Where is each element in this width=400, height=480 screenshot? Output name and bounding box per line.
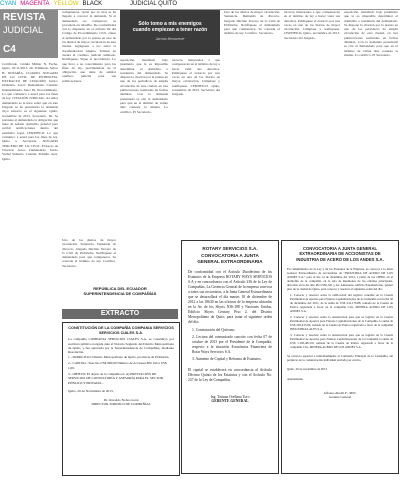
- acindes-intro: En cumplimiento de la Ley y de los Estatutos de la Empresa, se convoca a la Junta General Extraordinaria de Accionistas de "INDUSTRIA DE ACERO DE LOS ANDES S.A." para el día 14 de diciembre del 2013, a partir de las 10H00, en el domicilio de la compañía, en la sala de Reuniones de las oficinas principales, ubicadas en la Av. Rio Pita N36-341 y Av. Amazonas, edificio Panamericano, primer piso de la ciudad de Quito, para conocer y resolver el siguiente orden del día:: [287, 267, 393, 292]
- rotary-company: ROTARY SERVICIOS S.A.: [202, 246, 258, 251]
- column-7-text: reposición, manifestó bajo juramento que le es imposible determinar el domicilio o residencia del demandado. Se dispone la citación por la prensa en uno de los periódicos de amplia circulación de esta ciudad, en tres publicaciones realizadas en fechas distintas. Con la demanda presentada se cita al demandado para que en el término de veinte días conteste la misma. Lo certifico. El Secretario.: [344, 10, 398, 57]
- extracto-items: [64, 355, 178, 385]
- quote-line-1: Sólo tomo a mis enemigos: [138, 21, 202, 27]
- republic-line-1: REPÚBLICA DEL ECUADOR: [93, 286, 147, 291]
- column-2: [62, 10, 116, 235]
- extracto-body: La compañía COMPANIA SERVICIOS CIALES S.A. se constituyó por escritura pública otorgada ante el Notario Segundo del Distrito Metropolitano de Quito, y fue aprobada por la Superintendencia de Compañías, mediante Resolución.: [68, 337, 174, 355]
- quote-banner: [120, 10, 220, 55]
- acindes-place-date: Quito, 26 de noviembre de 2013: [287, 367, 328, 372]
- rotary-intro: De conformidad con el Artículo Duodécimo de los Estatutos de la Empresa ROTARY WAYS SERVICIOS S.A y en concordancia con el Artículo 236 de la Ley de Compañías, La Gerencia General de la empresa convoca a todos sus accionistas, a la Junta General Extraordinaria que se desarrollará el día martes 18 de diciembre de 2012 a las 18h30 en las oficinas de la empresa ubicadas en la Av. de los Shyris N36-188 y Naciones Unidas, Edificio Shyris Century Piso 2, del Distrito Metropolitano de Quito, para tratar el siguiente orden del día:: [188, 270, 272, 325]
- extracto-label: EXTRACTO: [62, 309, 178, 319]
- column-2-text: competencia, razón por la cual se ha llegado a conocer la demanda. Si el demandado no comparece, se procederá en rebeldía. De conformidad con lo dispuesto en el artículo 82 del Código de Procedimiento Civil, cítese al demandado por la prensa en uno de los diarios de mayor circulación de esta ciudad. Agréguese a los autos la documentación adjunta. Tómese en cuenta el casillero judicial señalado. Notifíquese. Sigue la providencia. Lo que llevo a su conocimiento para los fines de ley, previniéndole de la obligación que tiene de señalar casillero judicial para sus notificaciones.: [62, 10, 116, 83]
- quote-author: Jacinto Benavente: [155, 37, 185, 41]
- list-item: 1.- DOMICILIO: Distrito Metropolitano de Quito, provincia de Pichincha.: [68, 354, 170, 359]
- rotary-notice: [181, 240, 279, 474]
- column-6-text: terceros interesados a que comparezcan en el término de ley a hacer valer sus derechos. Publíquese el extracto por tres veces en uno de los diarios de mayor circulación. Cúmplase y notifíquese. CERTIFICO. Quito, noviembre de 2013. Secretario del Juzgado.: [284, 10, 340, 40]
- masthead: [0, 10, 58, 58]
- column-6: [284, 10, 340, 235]
- rotary-closing: El capital se establecerá en concordancia al Artículo Décimo Quinto de los Estatutos y con el Artículo No. 237 de la Ley de Compañías.: [188, 368, 272, 383]
- list-item: 2. Lectura del comunicado suscrito con fecha 07 de octubre de 2013 por el Presidente de la Compañía, respecto a la situación Económica Financiera de Rotar Ways Servicios S.A.: [192, 335, 272, 355]
- acindes-notice-text: Se convoca especial e individualmente al Comisario Principal de la Compañía, sin perjuicio de la comunicación individual enviada por escrito.: [287, 354, 393, 363]
- extracto-date: Quito, 20 de Noviembre de 2013.: [68, 389, 114, 394]
- section-label: JUDICIAL QUITO: [130, 1, 178, 7]
- column-1-text: Certificado. Cédula Militar N. Fecha. Quito, 05/11/2013. Dr. Edmundo Saltos H. NOTARÍA. CUARTO JUZGADO DE LO CIVIL DE PICHINCHA. EXTRACTO DE CITACIÓN. Juicio: Ordinario. Actor: Demandado. Cuantía: Indeterminada. Juez: Dr. Procedimiento. Lo que comunico a usted para los fines de ley. CITACIÓN JUDICIAL. Al señor demandado se le hace saber que en este Juzgado se ha presentado la demanda cuyo extracto es el siguiente. Quito, noviembre de 2013. Secretario. Dr. Se previene al demandado la obligación que tiene de señalar domicilio judicial para recibir notificaciones dentro del perímetro legal. CERTIFICO. Lo que comunico a usted para los fines de ley. Quito a. Secretaria. JUZGADO TERCERO DE LO CIVIL. Extracto de Citación. Actor. Demandado. Juicio Verbal Sumario. Cuantía. Trámite. Juez. Quito.: [2, 62, 58, 161]
- list-item: 3. Conocer y resolver sobre la autorización para que se registre en la Cuenta Patrimonial de Aportes para Futuras Capitalizaciones de la Compañía la suma de US$ 1,183,481.00, tomada de la Cuenta de Pasivo registrada a favor de la compañía CIA. MINERA ACERO DE LOS ANDES S.A.: [290, 333, 393, 350]
- column-3-text: reposición, manifestó bajo juramento que le es imposible determinar el domicilio o residencia del demandado. Se dispone la citación por la prensa en uno de los periódicos de amplia circulación de esta ciudad, en tres publicaciones realizadas en fechas distintas. Con la demanda presentada se cita al demandado para que en el término de veinte días conteste la misma. Lo certifico. El Secretario.: [120, 58, 168, 114]
- quote-line-2: cuando empiezan a tener razón: [132, 27, 208, 33]
- list-item: 2.- CAPITAL: Suscrito US$ 800,00 Número de Acciones 800 Valor US$ 1,00.: [68, 361, 167, 370]
- acindes-signer-title: Gerente General: [328, 395, 352, 400]
- ink-label: MAGENTA: [20, 1, 50, 7]
- column-4: [172, 58, 220, 235]
- rotary-signer-title: GERENTE GENERAL: [211, 399, 249, 404]
- list-item: 2. Conocer y resolver sobre la autorización para que se registre en la Cuenta Patrimonial de Aportes para Futuras Capitalizaciones de la Compañía, la suma de US$ 295,615.00, tomada de la Cuenta de Pasivo registrada a favor de la compañía INDUSTRIAS ALES S.A.: [290, 315, 393, 332]
- column-2-lower-text: Uno de los diarios de mayor circulación. Sentencia. Demanda de divorcio. Juzgado Décimo Tercero de lo Civil de Pichincha. Notifíquese al demandado para que comparezca. Se concede el término de ley. Certifico. Secretario.: [62, 238, 116, 268]
- section-code: C4: [3, 44, 16, 55]
- column-5: [224, 10, 280, 235]
- column-4-text: terceros interesados a que comparezcan en el término de ley a hacer valer sus derechos. Publíquese el extracto por tres veces en uno de los diarios de mayor circulación. Cúmplase y notifíquese. CERTIFICO. Quito, noviembre de 2013. Secretario del Juzgado.: [172, 58, 220, 97]
- acindes-notice: [281, 240, 399, 474]
- extracto-signer-title: DIRECTOR JURIDICO DE COMPAÑÍAS: [91, 402, 151, 407]
- list-item: 3. Aumento de Capital y Reforma de Estatutos.: [192, 357, 262, 362]
- ink-label: BLACK: [82, 1, 103, 7]
- ink-label: YELLOW: [53, 1, 79, 7]
- list-item: 1. Conocer y resolver sobre la ratificación del registro contable en la Cuenta Patrimonial de Aportes para Futuras Capitalizaciones de la Compañía con fecha 30 de diciembre del 2011, de la suma de US$ 241,170.88, tomada de la Cuenta de Pasivo registrada a favor de la compañía CIA. MINERA ACERO DE LOS ANDES S.A.: [290, 293, 393, 314]
- extracto-heading: CONSTITUCIÓN DE LA COMPAÑÍA COMPANIA SERVICIOS SERVICIOS CIALES S.A.: [68, 326, 174, 335]
- column-7: [344, 10, 398, 235]
- rotary-signer: Ing. Tatiana Orellana Toro: [210, 395, 250, 400]
- column-5-text: Uno de los diarios de mayor circulación. Sentencia. Demanda de divorcio. Juzgado Décimo Tercero de lo Civil de Pichincha. Notifíquese al demandado para que comparezca. Se concede el término de ley. Certifico. Secretario.: [224, 10, 280, 36]
- column-2-lower: [62, 238, 116, 274]
- column-1: [2, 62, 58, 476]
- masthead-subtitle: JUDICIAL: [3, 25, 44, 35]
- extracto-notice: [62, 322, 180, 476]
- acindes-items: [282, 291, 398, 349]
- extracto-signer: Dr. Oswaldo Noboa León: [103, 398, 139, 403]
- republic-heading: [62, 286, 178, 296]
- list-item: 1. Constatación del Quórum;: [192, 328, 235, 333]
- acindes-heading: CONVOCATORIA A JUNTA GENERAL EXTRAORDINARIA DE ACCIONISTAS DE INDUSTRIA DE ACERO DE LOS ANDES S.A.: [296, 246, 384, 262]
- masthead-title: REVISTA: [3, 12, 46, 23]
- ink-label: CYAN: [0, 1, 17, 7]
- printer-color-bar: [0, 0, 400, 10]
- acindes-signer: Alfonso Abelló F., MSC: [323, 391, 357, 396]
- rotary-items: [182, 325, 278, 362]
- list-item: 3.- OBJETO: El objeto de la compañía es: A) PRESTACIÓN DE SERVICIOS DE CONSULTORÍA Y ASESORÍA PARA EL SECTOR PÚBLICO Y PRIVADO...: [68, 372, 163, 385]
- rotary-heading: CONVOCATORIA A JUNTA GENERAL EXTRAORDINARIA: [197, 253, 263, 264]
- acindes-regards: Atentamente,: [287, 377, 304, 382]
- republic-line-2: SUPERINTENDENCIA DE COMPAÑÍAS: [83, 291, 157, 296]
- column-3: [120, 58, 168, 235]
